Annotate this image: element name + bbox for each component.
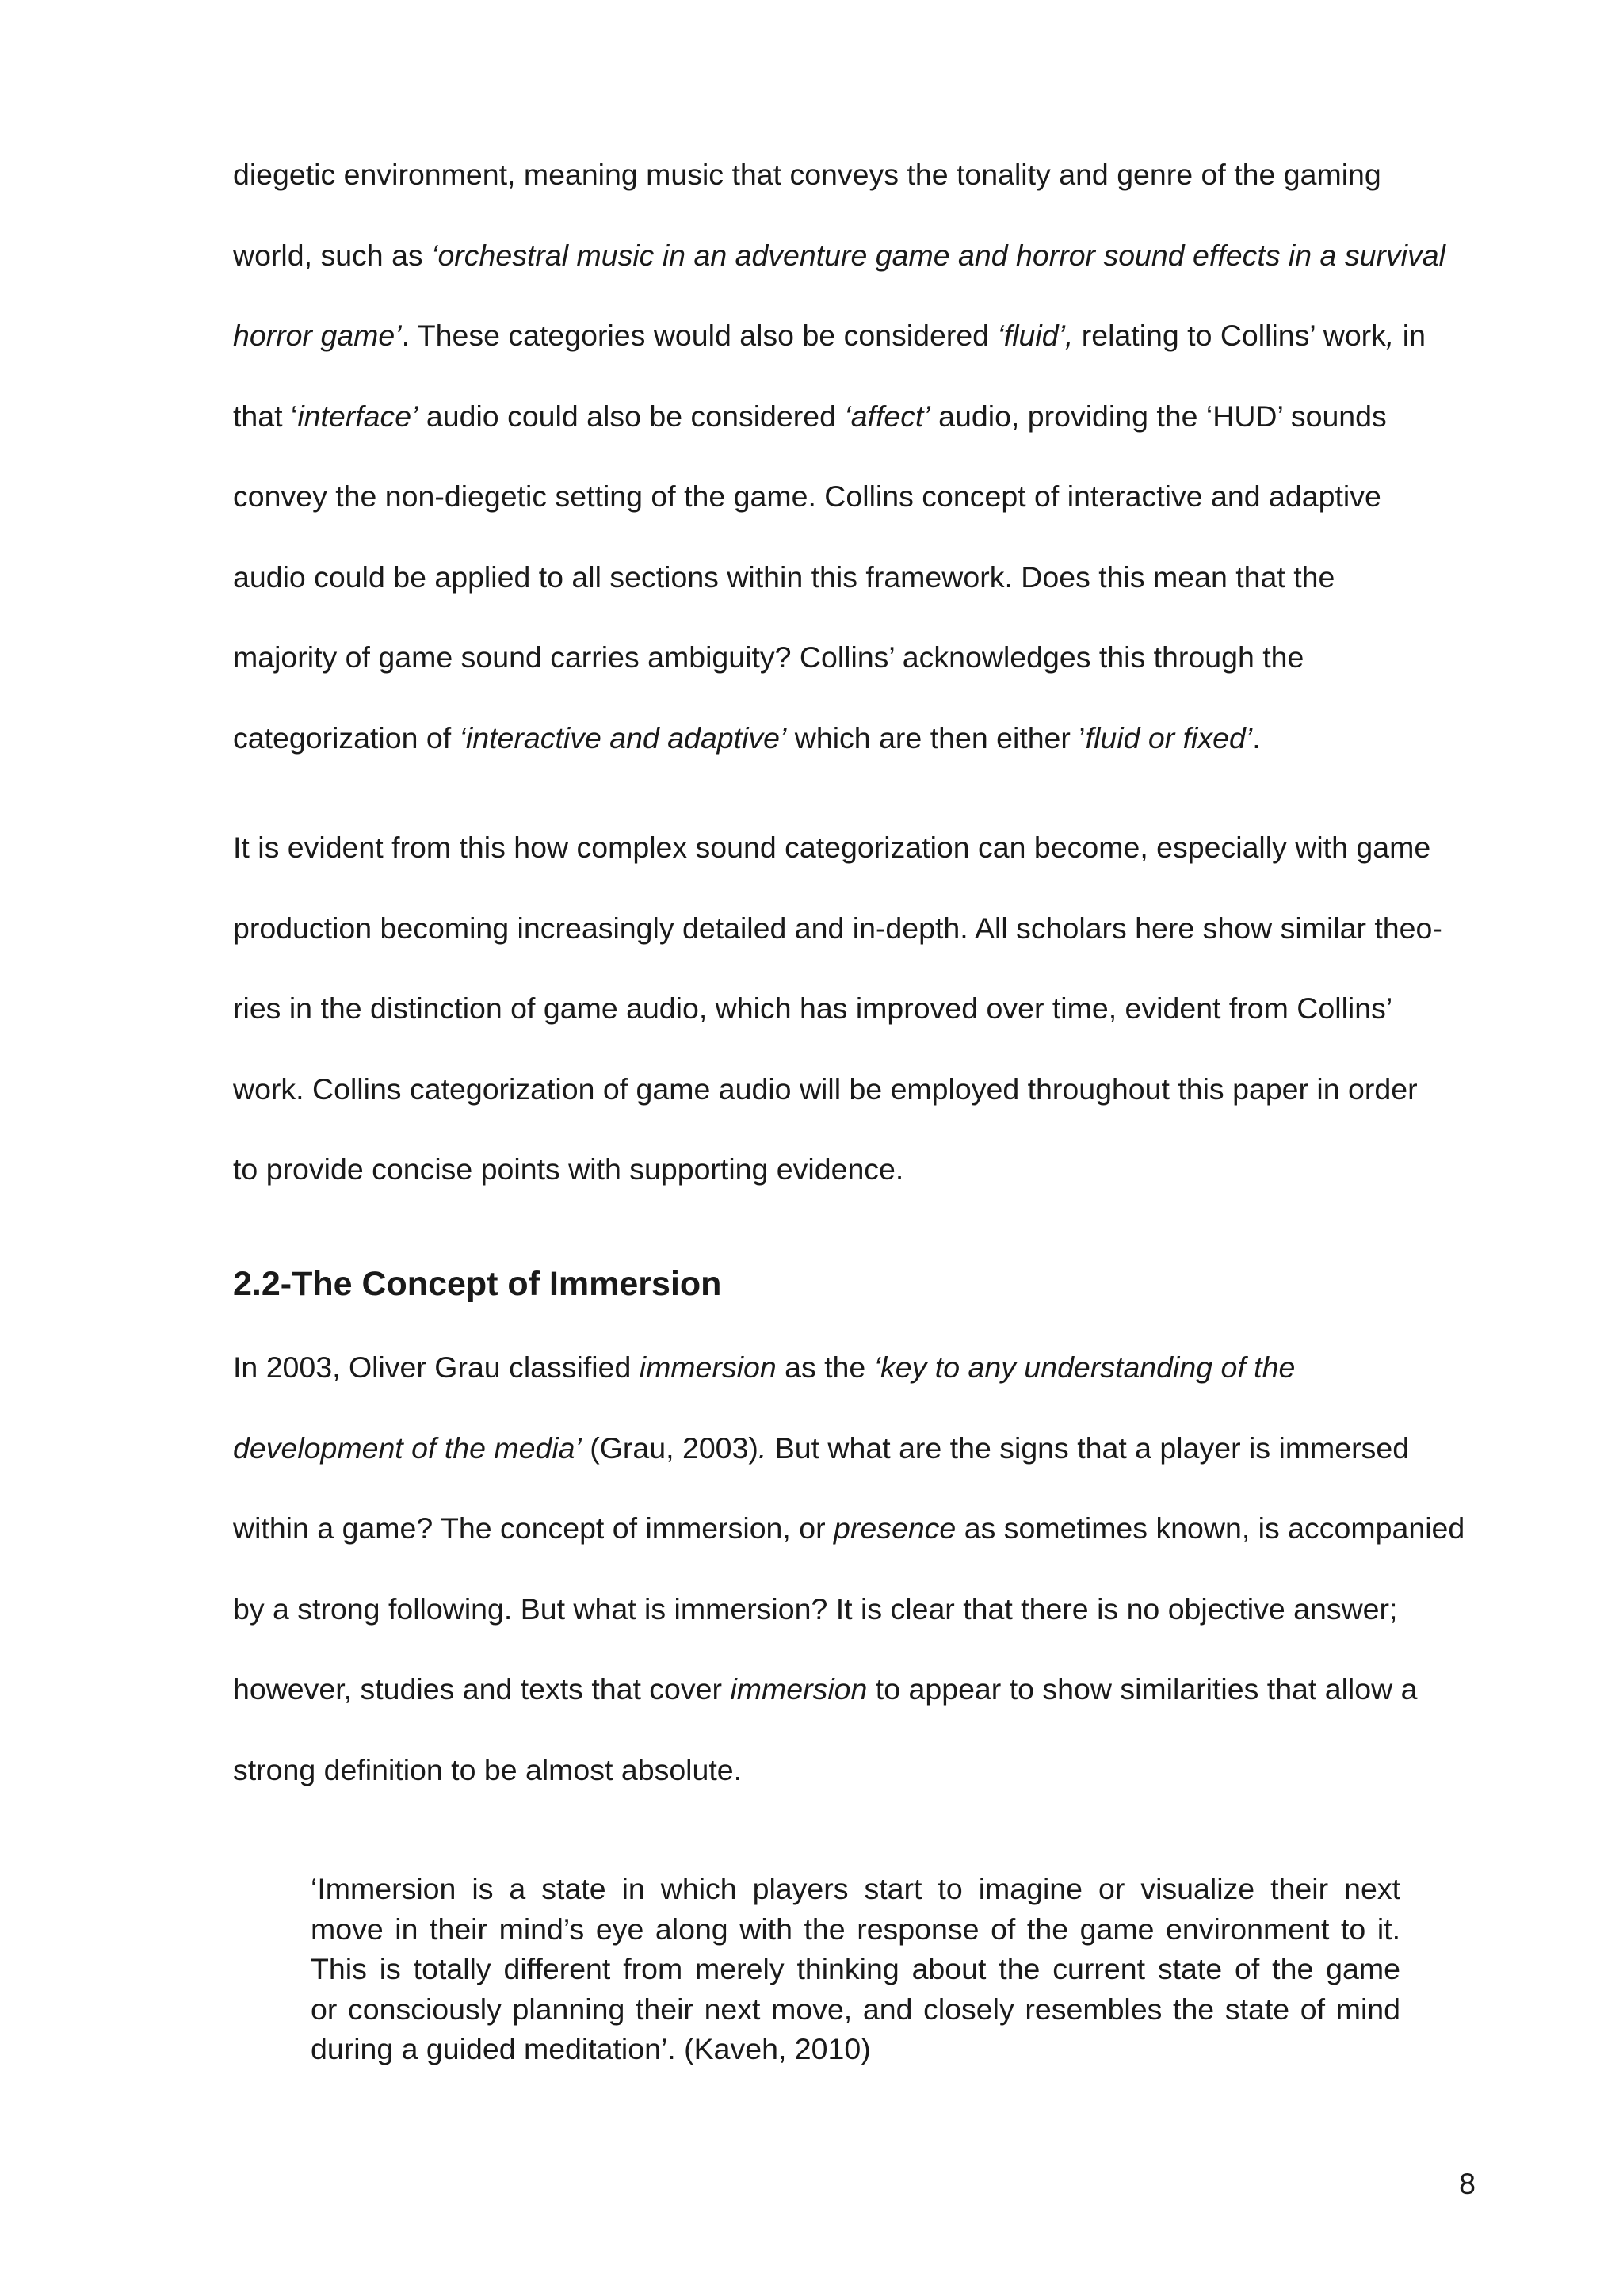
quote-line: This is totally different from merely thinking about the current state of the game [311, 1952, 1400, 1985]
text-line: production becoming increasingly detailed and in-depth. All scholars here show similar theo- [233, 911, 1442, 945]
text-line: It is evident from this how complex sound categorization can become, especially with game [233, 831, 1431, 864]
text-line: majority of game sound carries ambiguity? Collins’ acknowledges this through the [233, 640, 1304, 674]
paragraph-sound-categorization [233, 808, 1481, 1210]
section-heading: 2.2-The Concept of Immersion [233, 1265, 722, 1303]
text-line: diegetic environment, meaning music that conveys the tonality and genre of the gaming [233, 158, 1381, 191]
text-line: categorization of ‘interactive and adaptive’ which are then either ’fluid or fixed’. [233, 720, 1261, 755]
quote-line: during a guided meditation’. (Kaveh, 2010) [311, 2032, 871, 2065]
quote-line: move in their mind’s eye along with the response of the game environment to it. [311, 1912, 1400, 1946]
text-line: horror game’. These categories would also be considered ‘fluid’, relating to Collins’ work, in [233, 319, 1426, 352]
text-line: strong definition to be almost absolute. [233, 1752, 743, 1786]
paragraph-continuation [233, 135, 1481, 778]
text-line: however, studies and texts that cover immersion to appear to show similarities that allow a [233, 1672, 1418, 1706]
text-line: convey the non-diegetic setting of the game. Collins concept of interactive and adaptive [233, 479, 1381, 513]
page-number: 8 [1459, 2167, 1476, 2200]
text-line: that ‘interface’ audio could also be considered ‘affect’ audio, providing the ‘HUD’ sounds [233, 399, 1387, 433]
text-line: world, such as ‘orchestral music in an adventure game and horror sound effects in a survival [233, 238, 1445, 272]
text-line: In 2003, Oliver Grau classified immersion as the ‘key to any understanding of the [233, 1350, 1296, 1384]
text-line: audio could be applied to all sections within this framework. Does this mean that the [233, 560, 1335, 594]
text-line: work. Collins categorization of game audio will be employed throughout this paper in order [233, 1072, 1418, 1106]
quote-line: or consciously planning their next move, and closely resembles the state of mind [311, 1992, 1400, 2026]
text-line: within a game? The concept of immersion, or presence as sometimes known, is accompanied [233, 1511, 1465, 1545]
text-line: development of the media’ (Grau, 2003). But what are the signs that a player is immersed [233, 1431, 1410, 1465]
text-line: to provide concise points with supporting evidence. [233, 1152, 904, 1186]
text-line: by a strong following. But what is immersion? It is clear that there is no objective answer; [233, 1591, 1398, 1626]
text-line: ries in the distinction of game audio, which has improved over time, evident from Collins’ [233, 991, 1393, 1025]
paragraph-immersion [233, 1328, 1481, 1810]
quote-line: ‘Immersion is a state in which players start to imagine or visualize their next [311, 1872, 1400, 1905]
block-quote [311, 1869, 1400, 2069]
